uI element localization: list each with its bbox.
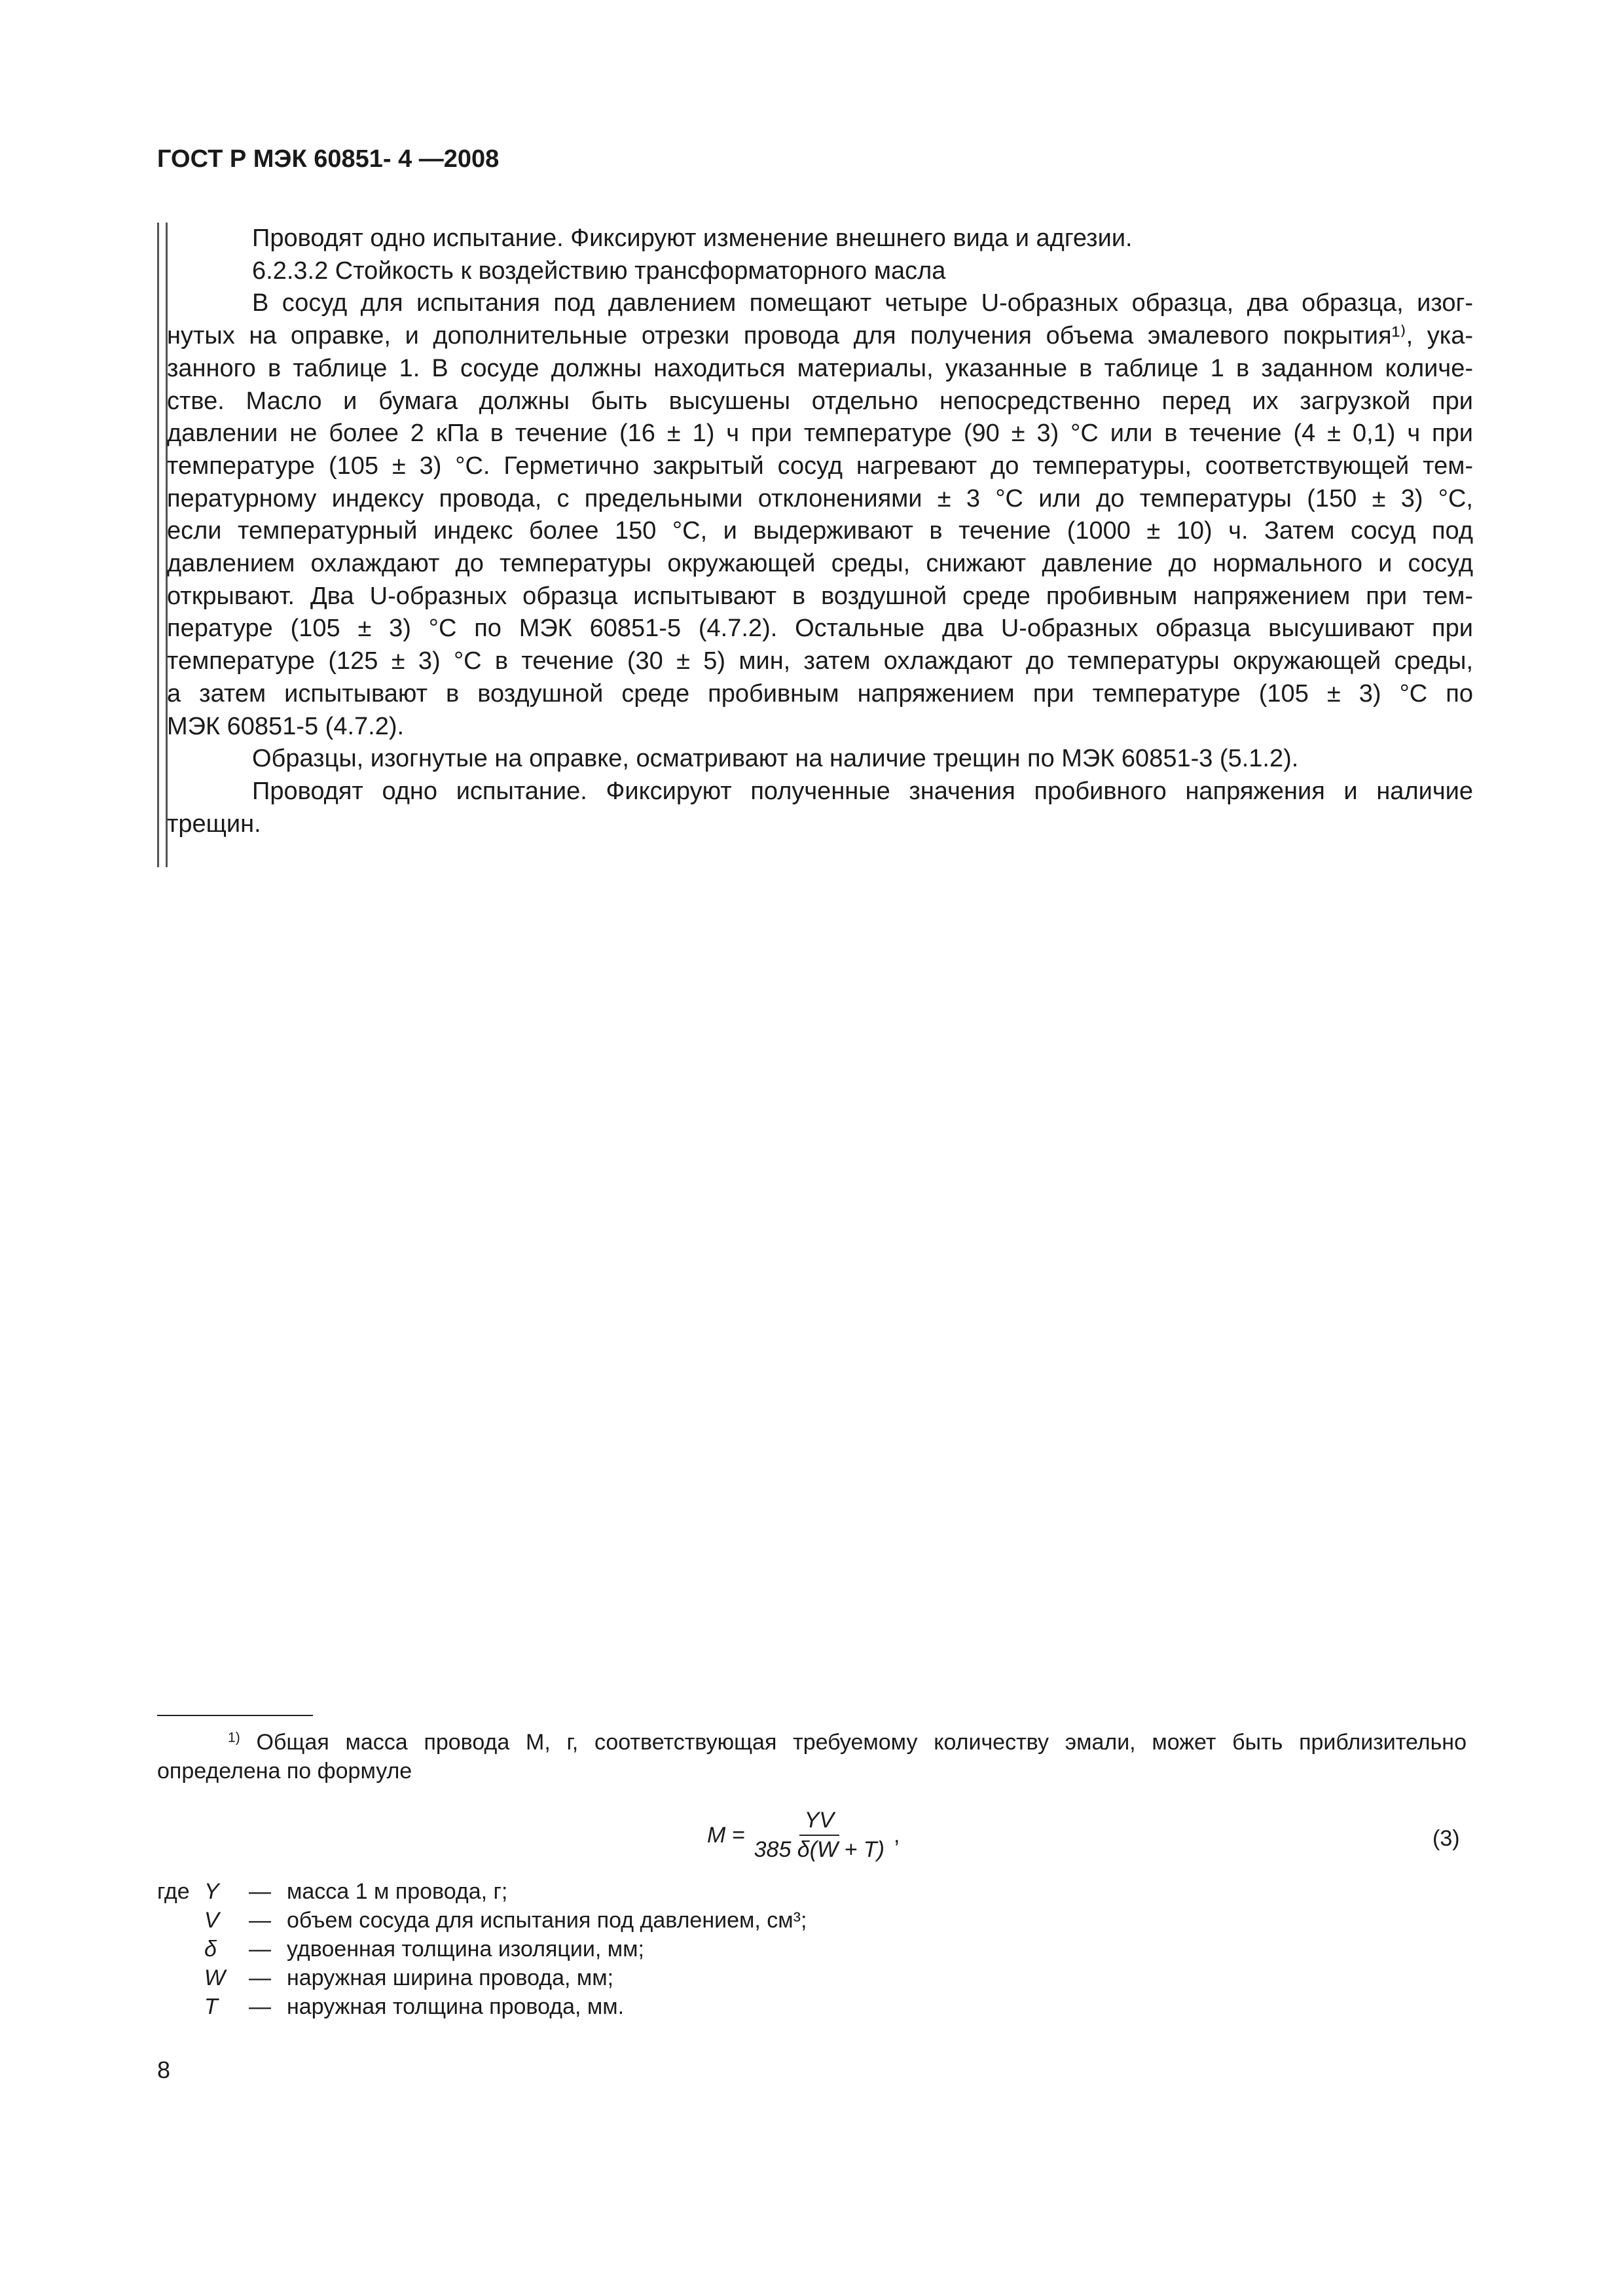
body-line: В сосуд для испытания под давлением помещают четыре U-образных образца, два образца, изог- (252, 289, 1473, 317)
body-line: 6.2.3.2 Стойкость к воздействию трансформаторного масла (252, 257, 946, 285)
legend-symbol: V (204, 1908, 219, 1933)
footnote-marker: 1) (228, 1730, 240, 1746)
legend-dash: — (249, 1994, 271, 2019)
footnote (157, 1728, 1467, 1785)
body-line: давлении не более 2 кПа в течение (16 ± 1) ч при температуре (90 ± 3) °С или в течение (4 ± 0,1) ч при (167, 420, 1473, 448)
body-line: температуре (125 ± 3) °С в течение (30 ± 5) мин, затем охлаждают до температуры окружающей среды, (167, 647, 1473, 675)
formula-numerator: YV (799, 1808, 839, 1836)
footnote-line-1 (157, 1728, 1467, 1757)
body-line: стве. Масло и бумага должны быть высушены отдельно непосредственно перед их загрузкой при (167, 387, 1473, 415)
footnote-text-1: Общая масса провода М, г, соответствующая требуемому количеству эмали, может быть приблизительно (256, 1730, 1467, 1755)
formula-legend (157, 1877, 807, 2021)
legend-lead (157, 1906, 204, 1935)
body-line: Образцы, изогнутые на оправке, осматривают на наличие трещин по МЭК 60851-3 (5.1.2). (252, 745, 1299, 773)
formula-lhs: M = (707, 1822, 745, 1848)
legend-dash: — (249, 1965, 271, 1990)
legend-row (157, 1906, 807, 1935)
footnote-line-2: определена по формуле (157, 1759, 412, 1784)
legend-text: объем сосуда для испытания под давлением, см³; (287, 1908, 807, 1933)
page-number: 8 (157, 2056, 171, 2083)
legend-row (157, 1877, 807, 1906)
footnote-divider (157, 1715, 313, 1716)
legend-row (157, 1992, 807, 2021)
body-line: открывают. Два U-образных образца испытывают в воздушной среде пробивным напряжением при тем- (167, 582, 1473, 610)
formula-denominator: 385 δ(W + T) (754, 1837, 884, 1862)
body-line: Проводят одно испытание. Фиксируют изменение внешнего вида и адгезии. (252, 224, 1133, 252)
legend-symbol: W (204, 1965, 226, 1990)
body-line: пературному индексу провода, с предельными отклонениями ± 3 °С или до температуры (150 ± 3) °С, (167, 484, 1473, 512)
legend-lead (157, 1992, 204, 2021)
legend-symbol: T (204, 1994, 218, 2019)
body-line: трещин. (167, 810, 261, 838)
body-line: нутых на оправке, и дополнительные отрезки провода для получения объема эмалевого покрытия¹⁾, ука- (167, 322, 1473, 350)
legend-symbol: Y (204, 1879, 219, 1904)
legend-lead (157, 1964, 204, 1992)
legend-symbol: δ (204, 1937, 217, 1962)
formula (707, 1808, 900, 1863)
legend-row (157, 1964, 807, 1992)
body-line: а затем испытывают в воздушной среде пробивным напряжением при температуре (105 ± 3) °С по (167, 679, 1473, 708)
legend-text: удвоенная толщина изоляции, мм; (287, 1937, 644, 1962)
body-line: если температурный индекс более 150 °С, и выдерживают в течение (1000 ± 10) ч. Затем сосуд под (167, 517, 1473, 545)
legend-dash: — (249, 1937, 271, 1962)
body-text (167, 223, 1473, 840)
change-bar (157, 223, 168, 867)
formula-trailing: , (893, 1822, 900, 1848)
body-line: температуре (105 ± 3) °С. Герметично закрытый сосуд нагревают до температуры, соответствующей тем- (167, 452, 1473, 480)
body-line: МЭК 60851-5 (4.7.2). (167, 712, 405, 740)
legend-dash: — (249, 1879, 271, 1904)
legend-lead: где (157, 1879, 190, 1904)
body-line: давлением охлаждают до температуры окружающей среды, снижают давление до нормального и сосуд (167, 550, 1473, 578)
legend-lead (157, 1935, 204, 1964)
formula-fraction (749, 1808, 890, 1863)
legend-text: масса 1 м провода, г; (287, 1879, 508, 1904)
equation-number: (3) (1432, 1826, 1460, 1851)
document-header: ГОСТ Р МЭК 60851- 4 —2008 (157, 145, 500, 173)
body-line: пературе (105 ± 3) °С по МЭК 60851-5 (4.7.2). Остальные два U-образных образца высушивают при (167, 615, 1473, 643)
legend-text: наружная ширина провода, мм; (287, 1965, 614, 1990)
legend-row (157, 1935, 807, 1964)
legend-dash: — (249, 1908, 271, 1933)
body-line: Проводят одно испытание. Фиксируют полученные значения пробивного напряжения и наличие (252, 777, 1473, 805)
body-line: занного в таблице 1. В сосуде должны находиться материалы, указанные в таблице 1 в заданном количе- (167, 354, 1473, 382)
legend-text: наружная толщина провода, мм. (287, 1994, 625, 2019)
